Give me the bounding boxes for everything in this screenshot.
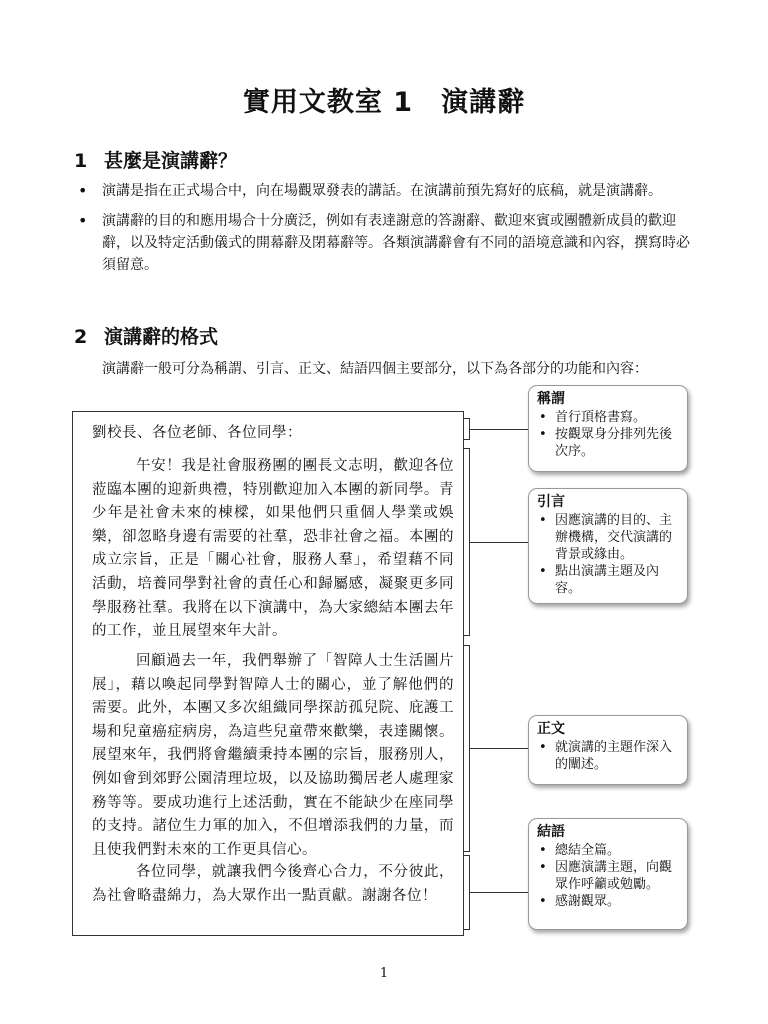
note-item: • 首行頂格書寫。 <box>537 409 679 426</box>
note-item: • 因應演講主題，向觀眾作呼籲或勉勵。 <box>537 859 679 893</box>
note-item: • 總結全篇。 <box>537 842 679 859</box>
note-item: • 感謝觀眾。 <box>537 893 679 910</box>
connector-line <box>470 429 528 430</box>
note-title: 稱謂 <box>537 391 565 407</box>
note-salutation <box>528 385 688 472</box>
note-item: • 按觀眾身分排列先後次序。 <box>537 426 679 460</box>
speech-conclusion: 各位同學，就讓我們今後齊心合力，不分彼此，為社會略盡綿力，為大眾作出一點貢獻。謝謝各位！ <box>92 864 454 904</box>
note-title: 正文 <box>537 721 565 737</box>
note-title: 結語 <box>537 824 565 840</box>
bullet-item: • 演講辭的目的和應用場合十分廣泛，例如有表達謝意的答謝辭、歡迎來賓或團體新成員的歡迎辭，以及特定活動儀式的開幕辭及閉幕辭等。各類演講辭會有不同的語境意識和內容，撰寫時必須留意。 <box>74 210 698 276</box>
connector-line <box>470 542 528 543</box>
section-2-heading: 2 演講辭的格式 <box>74 326 219 348</box>
connector-line <box>470 892 528 893</box>
note-conclusion <box>528 818 688 930</box>
note-body <box>528 715 688 785</box>
connector-line <box>470 748 528 749</box>
section-2-intro: 演講辭一般可分為稱謂、引言、正文、結語四個主要部分，以下為各部分的功能和內容： <box>102 361 648 377</box>
section-1-bullets <box>74 180 698 284</box>
bullet-item: • 演講是指在正式場合中，向在場觀眾發表的講話。在演講前預先寫好的底稿，就是演講辭。 <box>74 180 698 202</box>
note-item: • 因應演講的目的、主辦機構，交代演講的背景或緣由。 <box>537 512 679 563</box>
speech-body: 回顧過去一年，我們舉辦了「智障人士生活圖片展」，藉以喚起同學對智障人士的關心，並了解他們的需要。此外，本團又多次組織同學探訪孤兒院、庇護工場和兒童癌症病房，為這些兒童帶來歡樂，表達關懷。展望來年，我們將會繼續秉持本團的宗旨，服務別人，例如會到郊野公園清理垃圾，以及協助獨居老人處理家務等等。要成功進行上述活動，實在不能缺少在座同學的支持。諸位生力軍的加入，不但增添我們的力量，而且使我們對未來的工作更具信心。 <box>92 653 454 858</box>
note-introduction <box>528 488 688 604</box>
speech-sample-box <box>72 411 464 936</box>
note-item: • 就演講的主題作深入的闡述。 <box>537 739 679 773</box>
note-item: • 點出演講主題及內容。 <box>537 563 679 597</box>
section-1-heading: 1 甚麼是演講辭？ <box>74 150 238 172</box>
speech-introduction: 午安！我是社會服務團的團長文志明，歡迎各位蒞臨本團的迎新典禮，特別歡迎加入本團的新同學。青少年是社會未來的棟樑，如果他們只重個人學業或娛樂，卻忽略身邊有需要的社羣，恐非社會之福。本團的成立宗旨，正是「關心社會，服務人羣」，希望藉不同活動，培養同學對社會的責任心和歸屬感，凝聚更多同學服務社羣。我將在以下演講中，為大家總結本團去年的工作，並且展望來年大計。 <box>92 458 454 640</box>
speech-salutation: 劉校長、各位老師、各位同學： <box>92 425 302 441</box>
page-number: 1 <box>379 966 389 981</box>
note-title: 引言 <box>537 494 565 510</box>
page-title: 實用文教室 1 演講辭 <box>242 87 526 118</box>
